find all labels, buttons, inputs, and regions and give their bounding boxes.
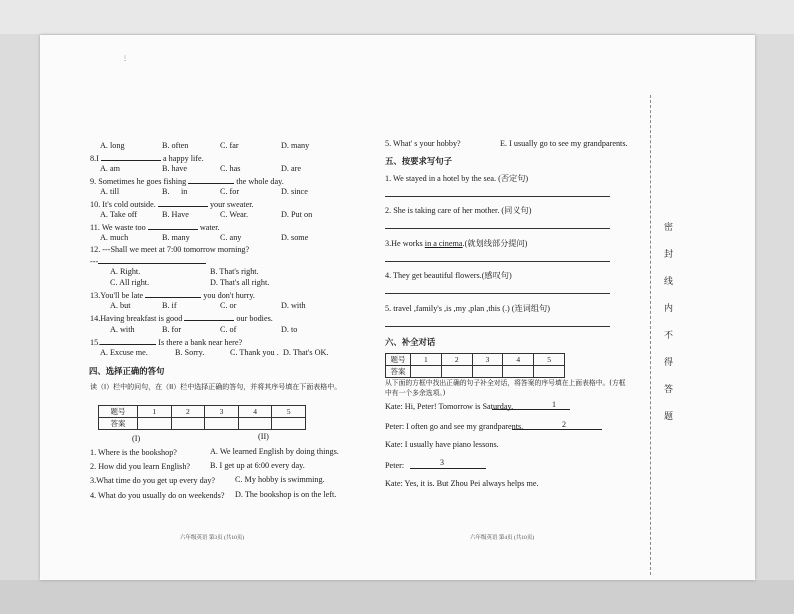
q8-option-b: B. have xyxy=(162,164,188,173)
page-footer-left: 六年级英语 第3页 (共10页) xyxy=(180,535,245,541)
answer-cell[interactable] xyxy=(411,366,442,378)
table-cell: 5 xyxy=(272,406,306,418)
q12-question: 12. ---Shall we meet at 7:00 tomorrow morning? xyxy=(90,245,250,254)
answer-cell[interactable] xyxy=(441,366,472,378)
answer-cell[interactable] xyxy=(534,366,565,378)
q13-option-d: D. with xyxy=(281,301,306,310)
q9-option-c: C. for xyxy=(220,187,240,196)
answer-table-6 xyxy=(385,353,565,378)
q10-question: 10. It's cold outside. your sweater. xyxy=(90,200,254,209)
q15-question: 15. Is there a bank near here? xyxy=(90,338,243,347)
q12-option-d: D. That's all right. xyxy=(210,278,270,287)
match-question-1: 1. Where is the bookshop? xyxy=(90,448,177,457)
table-cell: 题号 xyxy=(386,354,411,366)
q8-question: 8.I a happy life. xyxy=(90,154,204,163)
q12-option-b: B. That's right. xyxy=(210,267,259,276)
section-6-instructions-1: 从下面的方框中找出正确的句子补全对话，将答案的序号填在上面表格中。(方框 xyxy=(385,379,626,387)
match-answer-e: E. I usually go to see my grandparents. xyxy=(500,139,628,148)
q15-option-c: C. Thank you . xyxy=(230,348,279,357)
match-question-2: 2. How did you learn English? xyxy=(90,462,191,471)
q10-option-a: A. Take off xyxy=(100,210,138,219)
answer-line[interactable] xyxy=(385,261,610,262)
table-cell: 3 xyxy=(472,354,503,366)
match-question-4: 4. What do you usually do on weekends? xyxy=(90,491,225,500)
q14-option-d: D. to xyxy=(281,325,298,334)
sentence-task-3: 3.He works in a cinema.(就划线部分提问) xyxy=(385,239,528,248)
top-scan-strip xyxy=(0,0,794,34)
table-header-row xyxy=(99,406,306,418)
table-answer-row xyxy=(99,418,306,430)
sentence-task-2: 2. She is taking care of her mother. (同义句) xyxy=(385,206,532,215)
q7-option-a: A. long xyxy=(100,141,125,150)
blank-number: 3 xyxy=(440,458,444,467)
q13-option-a: A. but xyxy=(110,301,131,310)
q12-reply: --- xyxy=(90,257,206,266)
dialogue-line-4: Peter: xyxy=(385,461,405,470)
match-question-5: 5. What' s your hobby? xyxy=(385,139,461,148)
q9-option-d: D. since xyxy=(281,187,308,196)
sentence-task-4: 4. They get beautiful flowers.(感叹句) xyxy=(385,271,512,280)
q11-option-b: B. many xyxy=(162,233,190,242)
dialogue-blank-3[interactable] xyxy=(410,458,486,471)
section-6-title: 六、补全对话 xyxy=(385,337,436,347)
section-5-title: 五、按要求写句子 xyxy=(385,156,452,166)
seal-char: 封 xyxy=(664,250,674,260)
q10-option-d: D. Put on xyxy=(281,210,313,219)
answer-cell[interactable] xyxy=(205,418,239,430)
match-answer-c: C. My hobby is swimming. xyxy=(235,475,325,484)
dialogue-line-2: Peter: I often go and see my grandparents. xyxy=(385,422,524,431)
table-cell: 答案 xyxy=(99,418,138,430)
seal-char: 不 xyxy=(664,331,674,341)
column-i-label: (I) xyxy=(132,434,141,443)
answer-line[interactable] xyxy=(385,228,610,229)
q11-question: 11. We waste too water. xyxy=(90,223,220,232)
q9-option-b: B. xyxy=(162,187,170,196)
blank-number: 2 xyxy=(562,420,566,429)
dialogue-blank-2[interactable] xyxy=(512,420,602,432)
q13-question: 13.You'll be late you don't hurry. xyxy=(90,291,255,300)
answer-line[interactable] xyxy=(385,196,610,197)
seal-char: 答 xyxy=(664,385,674,395)
q9-question: 9. Sometimes he goes fishing the whole day. xyxy=(90,177,284,186)
answer-cell[interactable] xyxy=(238,418,272,430)
q8-option-a: A. am xyxy=(100,164,121,173)
q10-option-b: B. Have xyxy=(162,210,189,219)
q11-option-a: A. much xyxy=(100,233,129,242)
answer-line[interactable] xyxy=(385,293,610,294)
q7-option-c: C. far xyxy=(220,141,239,150)
table-cell: 1 xyxy=(411,354,442,366)
dialogue-line-3: Kate: I usually have piano lessons. xyxy=(385,440,499,449)
q11-option-c: C. any xyxy=(220,233,242,242)
answer-table-4 xyxy=(98,405,306,430)
match-question-3: 3.What time do you get up every day? xyxy=(90,476,216,485)
bottom-scan-strip xyxy=(0,580,794,614)
q8-option-c: C. has xyxy=(220,164,241,173)
table-cell: 4 xyxy=(238,406,272,418)
seal-char: 得 xyxy=(664,358,674,368)
exam-sheet xyxy=(40,35,755,580)
seal-char: 线 xyxy=(664,277,674,287)
dialogue-blank-1[interactable] xyxy=(492,400,570,412)
table-cell: 1 xyxy=(138,406,172,418)
sentence-task-1: 1. We stayed in a hotel by the sea. (否定句) xyxy=(385,174,529,183)
q14-question: 14.Having breakfast is good our bodies. xyxy=(90,314,273,323)
dialogue-line-5: Kate: Yes, it is. But Zhou Pei always helps me. xyxy=(385,479,539,488)
column-ii-label: (II) xyxy=(258,432,269,441)
table-answer-row xyxy=(386,366,565,378)
q12-option-c: C. All right. xyxy=(110,278,150,287)
table-cell: 3 xyxy=(205,406,239,418)
sentence-task-5: 5. travel ,family's ,is ,my ,plan ,this (.) (连词组句) xyxy=(385,304,550,313)
q14-option-b: B. for xyxy=(162,325,182,334)
match-answer-a: A. We learned English by doing things. xyxy=(210,447,339,456)
table-cell: 答案 xyxy=(386,366,411,378)
dialogue-line-1: Kate: Hi, Peter! Tomorrow is Saturday. xyxy=(385,402,514,411)
match-answer-d: D. The bookshop is on the left. xyxy=(235,490,337,499)
answer-cell[interactable] xyxy=(272,418,306,430)
answer-cell[interactable] xyxy=(138,418,172,430)
q15-option-a: A. Excuse me. xyxy=(100,348,148,357)
match-answer-b: B. I get up at 6:00 every day. xyxy=(210,461,305,470)
q12-option-a: A. Right. xyxy=(110,267,141,276)
answer-cell[interactable] xyxy=(472,366,503,378)
scan-mark: ⋮ xyxy=(122,56,128,62)
seal-char: 题 xyxy=(664,412,674,422)
seal-char: 密 xyxy=(664,223,674,233)
table-cell: 5 xyxy=(534,354,565,366)
q9-option-a: A. till xyxy=(100,187,120,196)
table-cell: 2 xyxy=(171,406,205,418)
page-footer-right: 六年级英语 第4页 (共10页) xyxy=(470,535,535,541)
q15-option-d: D. That's OK. xyxy=(283,348,329,357)
table-header-row xyxy=(386,354,565,366)
q8-option-d: D. are xyxy=(281,164,302,173)
q14-option-c: C. of xyxy=(220,325,237,334)
q9-option-b-text: in xyxy=(181,187,188,196)
table-cell: 2 xyxy=(441,354,472,366)
q7-option-b: B. often xyxy=(162,141,189,150)
q7-option-d: D. many xyxy=(281,141,310,150)
answer-cell[interactable] xyxy=(171,418,205,430)
table-cell: 4 xyxy=(503,354,534,366)
section-4-title: 四、选择正确的答句 xyxy=(89,366,165,376)
q10-option-c: C. Wear. xyxy=(220,210,249,219)
section-6-instructions-2: 中有一个多余选项。) xyxy=(385,389,446,397)
q15-option-b: B. Sorry. xyxy=(175,348,205,357)
blank-number: 1 xyxy=(552,400,556,409)
answer-line[interactable] xyxy=(385,326,610,327)
q11-option-d: D. some xyxy=(281,233,309,242)
seal-char: 内 xyxy=(664,304,674,314)
q13-option-c: C. or xyxy=(220,301,237,310)
q13-option-b: B. if xyxy=(162,301,177,310)
answer-cell[interactable] xyxy=(503,366,534,378)
section-4-instructions: 读（I）栏中的问句，在（II）栏中选择正确的答句，并将其序号填在下面表格中。 xyxy=(90,383,342,391)
table-cell: 题号 xyxy=(99,406,138,418)
q14-option-a: A. with xyxy=(110,325,135,334)
